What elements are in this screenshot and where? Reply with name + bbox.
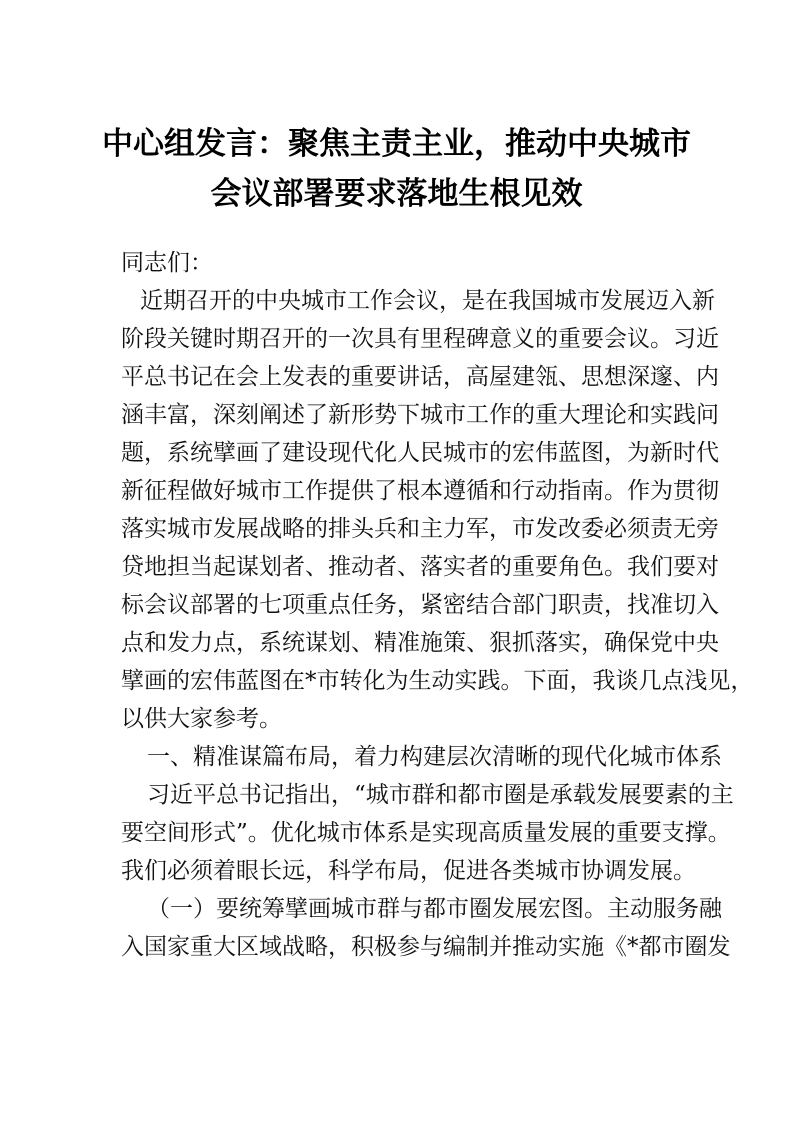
- paragraph-1-line: 新征程做好城市工作提供了根本遵循和行动指南。作为贯彻: [121, 478, 719, 504]
- paragraph-2-line: 要空间形式”。优化城市体系是实现高质量发展的重要支撑。: [121, 820, 731, 846]
- document-title-line-2: 会议部署要求落地生根见效: [210, 176, 583, 212]
- paragraph-1-line: 以供大家参考。: [121, 706, 282, 732]
- paragraph-2-line: 我们必须着眼长远，科学布局，促进各类城市协调发展。: [121, 858, 696, 884]
- salutation: 同志们：: [121, 250, 213, 276]
- paragraph-1-line: 贷地担当起谋划者、推动者、落实者的重要角色。我们要对: [121, 554, 719, 580]
- paragraph-1-line: 标会议部署的七项重点任务，紧密结合部门职责，找准切入: [121, 592, 719, 618]
- paragraph-1-line: 平总书记在会上发表的重要讲话，高屋建瓴、思想深邃、内: [121, 364, 719, 390]
- paragraph-3-line: （一）要统筹擘画城市群与都市圈发展宏图。主动服务融: [147, 896, 722, 922]
- paragraph-1-line: 近期召开的中央城市工作会议，是在我国城市发展迈入新: [140, 288, 715, 314]
- document-title-line-1: 中心组发言：聚焦主责主业，推动中央城市: [102, 126, 691, 162]
- paragraph-1-line: 题，系统擘画了建设现代化人民城市的宏伟蓝图，为新时代: [121, 440, 719, 466]
- paragraph-1-line: 点和发力点，系统谋划、精准施策、狠抓落实，确保党中央: [121, 630, 719, 656]
- paragraph-1-line: 落实城市发展战略的排头兵和主力军，市发改委必须责无旁: [121, 516, 719, 542]
- paragraph-3-line: 入国家重大区域战略，积极参与编制并推动实施《*都市圈发: [121, 934, 731, 960]
- paragraph-1-line: 涵丰富，深刻阐述了新形势下城市工作的重大理论和实践问: [121, 402, 719, 428]
- paragraph-2-line: 习近平总书记指出，“城市群和都市圈是承载发展要素的主: [147, 782, 734, 808]
- paragraph-1-line: 擘画的宏伟蓝图在*市转化为生动实践。下面，我谈几点浅见，: [121, 668, 754, 694]
- paragraph-1-line: 阶段关键时期召开的一次具有里程碑意义的重要会议。习近: [121, 326, 719, 352]
- section-heading-1: 一、精准谋篇布局，着力构建层次清晰的现代化城市体系: [147, 744, 722, 770]
